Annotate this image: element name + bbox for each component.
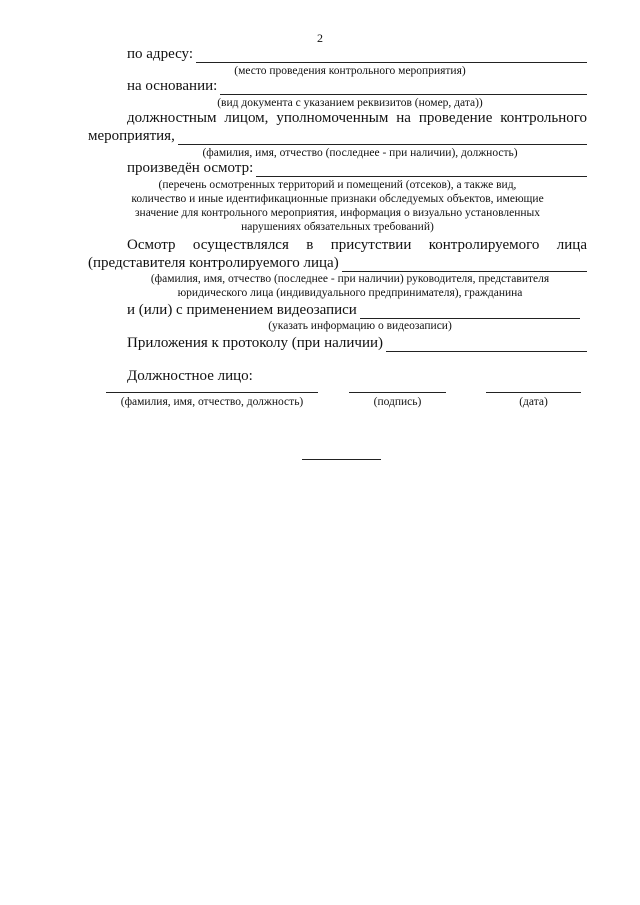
name-caption: (фамилия, имя, отчество, должность) [120,396,304,408]
official-line1: должностным лицом, уполномоченным на проведение контрольного [127,110,587,126]
sign-caption: (подпись) [373,396,422,408]
video-hint: (указать информацию о видеозаписи) [268,320,452,332]
page-number: 2 [317,31,323,45]
video-label: и (или) с применением видеозаписи [127,302,357,318]
address-field[interactable] [196,50,587,63]
presence-label: (представителя контролируемого лица) [88,255,339,271]
inspection-hint-line: значение для контрольного мероприятия, информация о визуально установленных [135,207,540,219]
presence-field[interactable] [342,259,587,272]
date-signature-line[interactable] [486,392,581,393]
inspection-hint-line: количество и иные идентификационные признаки обследуемых объектов, имеющие [131,193,544,205]
end-separator [302,459,381,460]
attachments-field[interactable] [386,339,587,352]
address-hint: (место проведения контрольного мероприятия) [234,65,466,77]
attachments-row [127,335,587,352]
basis-field[interactable] [220,82,587,95]
presence-row [88,255,587,272]
official-row [88,128,587,145]
official-field[interactable] [178,132,587,145]
sign-signature-line[interactable] [349,392,446,393]
basis-hint: (вид документа с указанием реквизитов (номер, дата)) [217,97,483,109]
presence-hint-line: юридического лица (индивидуального предпринимателя), гражданина [177,287,523,299]
inspection-field[interactable] [256,164,587,177]
basis-label: на основании: [127,78,218,94]
video-field[interactable] [360,306,580,319]
presence-line1: Осмотр осуществлялся в присутствии контролируемого лица [127,237,587,253]
inspection-label: произведён осмотр: [127,160,254,176]
signature-heading [127,368,253,385]
inspection-hint-line: нарушениях обязательных требований) [241,221,434,233]
name-signature-line[interactable] [106,392,318,393]
basis-row [127,78,587,95]
official-hint: (фамилия, имя, отчество (последнее - при наличии), должность) [202,147,518,159]
presence-hint-line: (фамилия, имя, отчество (последнее - при наличии) руководителя, представителя [150,273,550,285]
inspection-hint [88,178,587,234]
address-label: по адресу: [127,46,194,62]
address-row [127,46,587,63]
date-caption: (дата) [519,396,548,408]
presence-hint [110,272,590,300]
official-label: мероприятия, [88,128,175,144]
inspection-row [127,160,587,177]
video-row [127,302,580,319]
inspection-hint-line: (перечень осмотренных территорий и помещений (отсеков), а также вид, [158,179,517,191]
signature-heading-text: Должностное лицо: [127,368,253,384]
attachments-label: Приложения к протоколу (при наличии) [127,335,384,351]
